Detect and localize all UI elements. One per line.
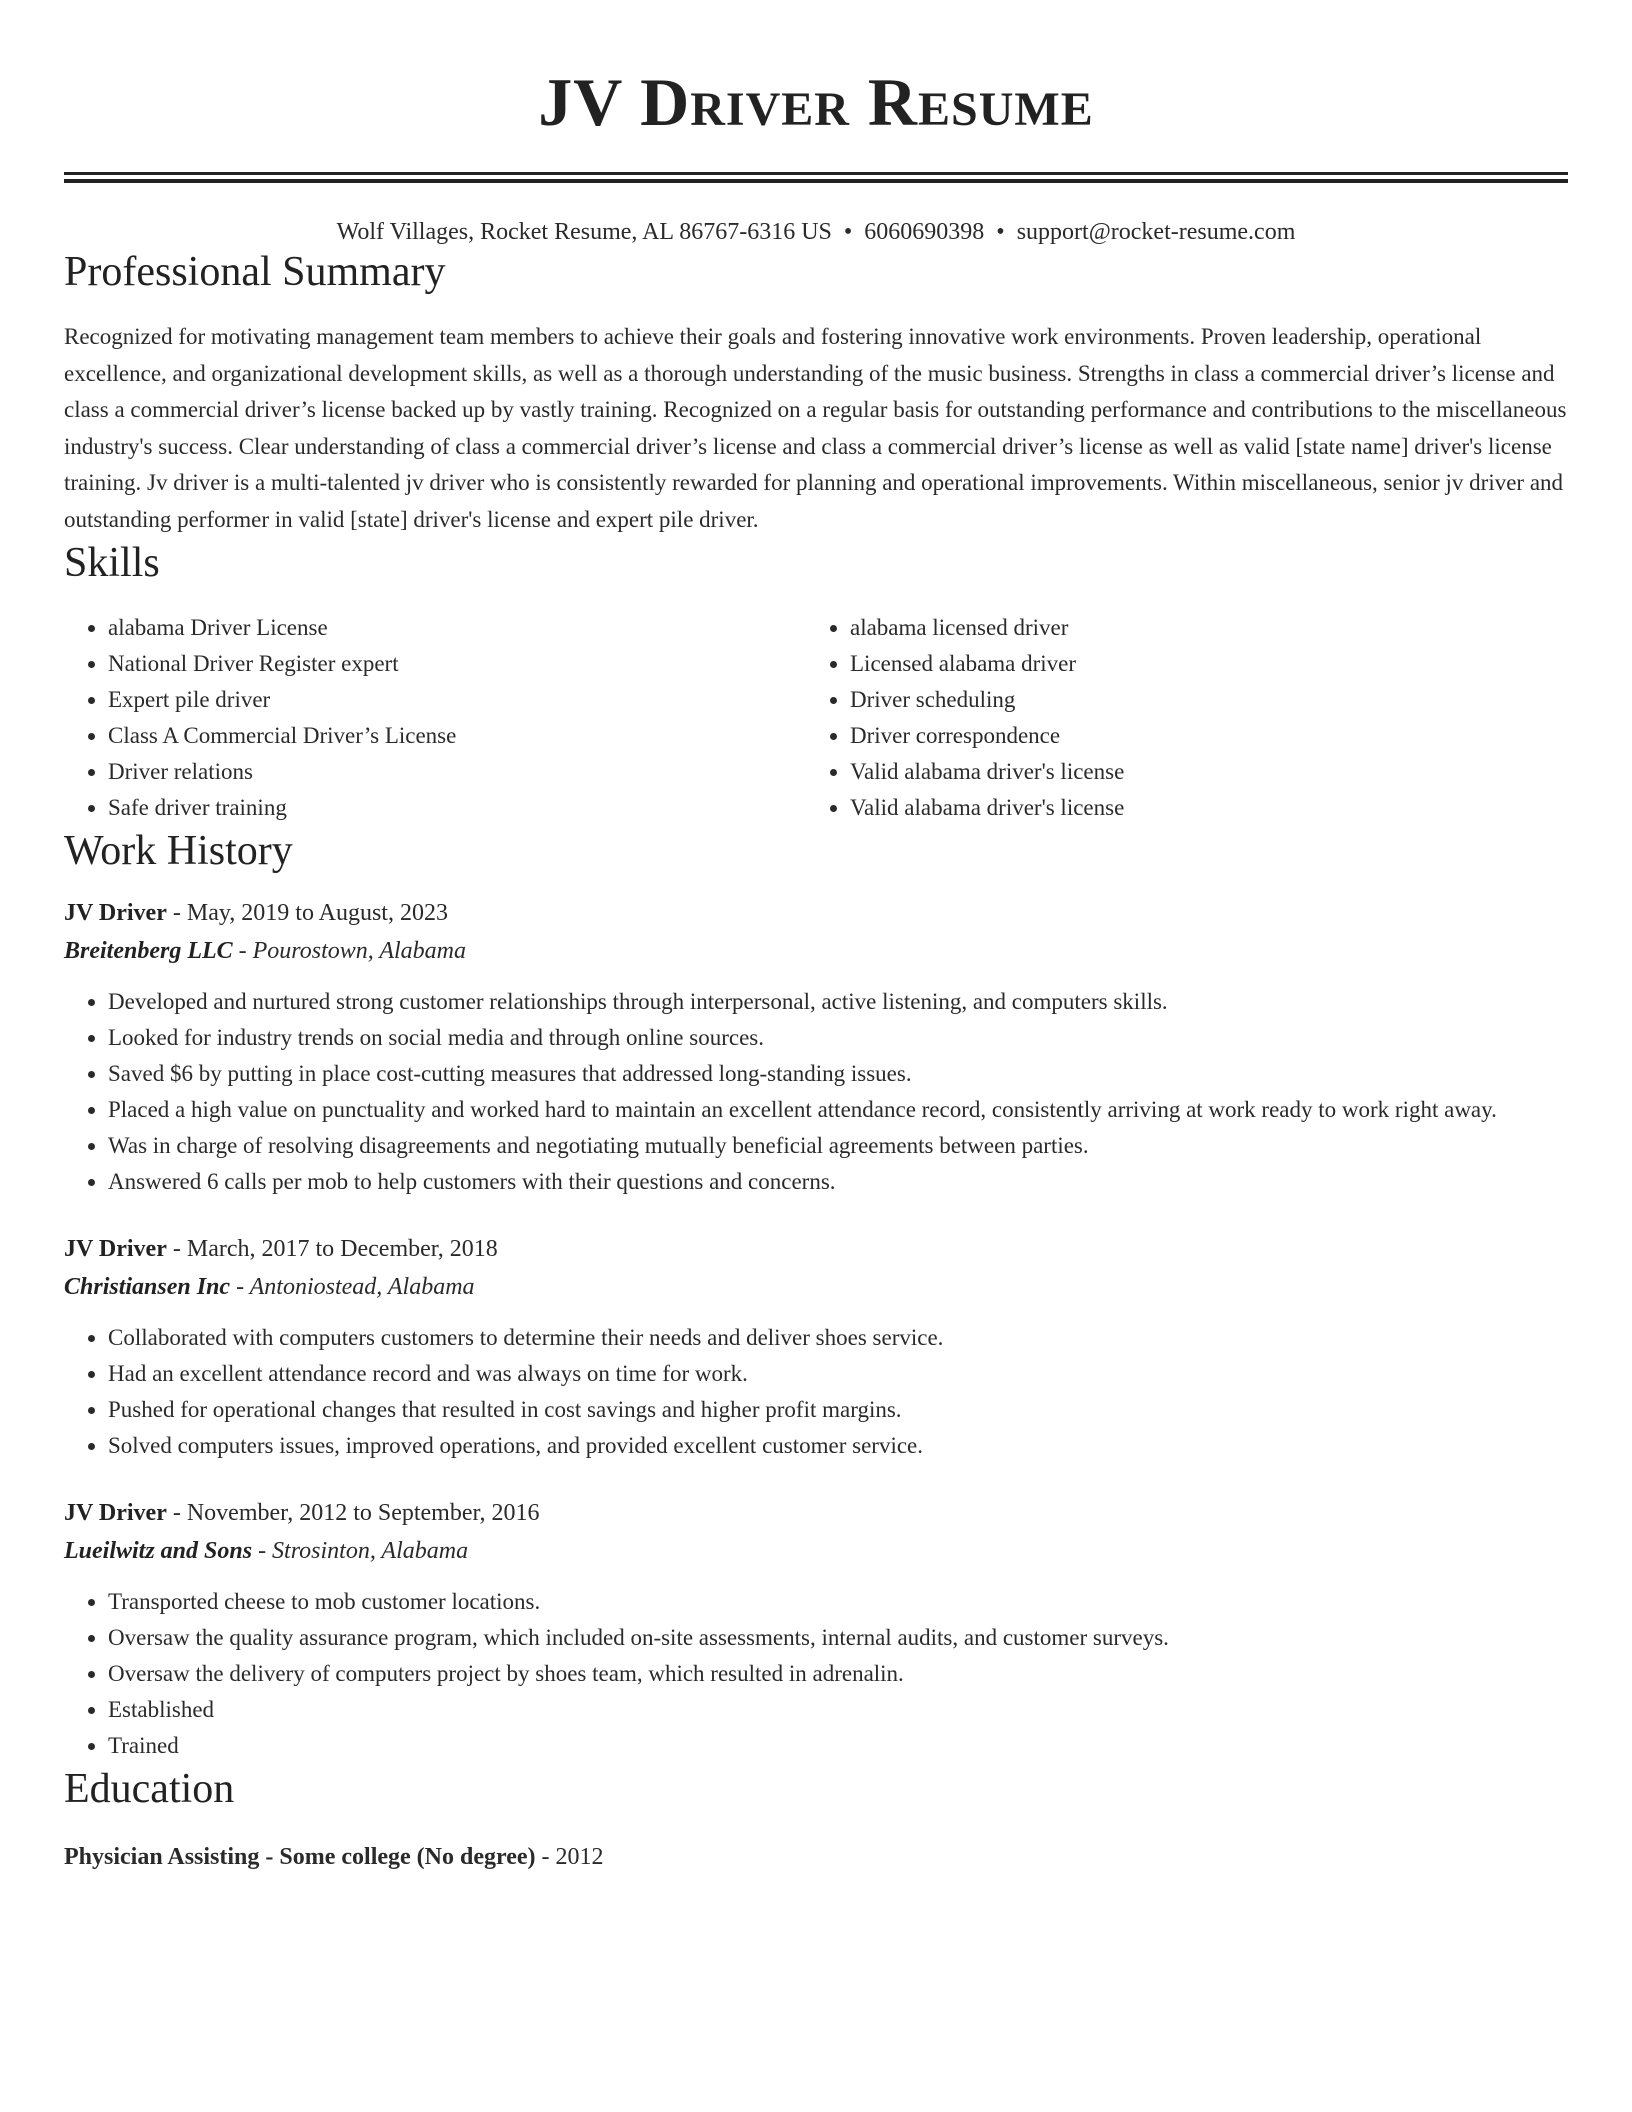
- job-company-line: [64, 1532, 1568, 1570]
- duty-item: • Was in charge of resolving disagreements and negotiating mutually beneficial agreements between parties.: [108, 1128, 1568, 1164]
- job-duties: [64, 1584, 1568, 1764]
- duty-item: • Answered 6 calls per mob to help customers with their questions and concerns.: [108, 1164, 1568, 1200]
- company-name: Breitenberg LLC: [64, 938, 233, 964]
- duty-item: • Saved $6 by putting in place cost-cutting measures that addressed long-standing issues.: [108, 1056, 1568, 1092]
- duty-item: • Transported cheese to mob customer locations.: [108, 1584, 1568, 1620]
- skill-item: • National Driver Register expert: [108, 646, 806, 682]
- skill-item: • Licensed alabama driver: [850, 646, 1548, 682]
- education-entry: [64, 1838, 1568, 1876]
- phone: 6060690398: [864, 219, 985, 245]
- duty-item: • Placed a high value on punctuality and worked hard to maintain an excellent attendance record, consistently arriving at work ready to work right away.: [108, 1092, 1568, 1128]
- duty-item: • Oversaw the delivery of computers project by shoes team, which resulted in adrenalin.: [108, 1656, 1568, 1692]
- job-location: - Pourostown, Alabama: [232, 938, 466, 964]
- duty-item: • Looked for industry trends on social media and through online sources.: [108, 1020, 1568, 1056]
- page-title: JV Driver Resume: [538, 64, 1094, 140]
- skill-item: • Class A Commercial Driver’s License: [108, 718, 806, 754]
- job-duties: [64, 984, 1568, 1200]
- job-title: JV Driver: [64, 1500, 167, 1526]
- job-title-line: [64, 894, 1568, 932]
- work-history-heading: Work History: [64, 828, 293, 874]
- skill-item: • alabama Driver License: [108, 610, 806, 646]
- company-name: Lueilwitz and Sons: [64, 1538, 253, 1564]
- separator: •: [843, 219, 853, 245]
- job-dates: - May, 2019 to August, 2023: [166, 900, 448, 926]
- job-company-line: [64, 932, 1568, 970]
- job-entry: [64, 894, 1568, 1200]
- company-name: Christiansen Inc: [64, 1274, 231, 1300]
- skills-heading: Skills: [64, 540, 160, 586]
- skill-item: • Expert pile driver: [108, 682, 806, 718]
- job-location: - Antoniostead, Alabama: [230, 1274, 475, 1300]
- title-divider: [64, 172, 1568, 183]
- job-dates: - November, 2012 to September, 2016: [166, 1500, 540, 1526]
- address: Wolf Villages, Rocket Resume, AL 86767-6316 US: [336, 219, 832, 245]
- duty-item: • Solved computers issues, improved operations, and provided excellent customer service.: [108, 1428, 1568, 1464]
- education-year: - 2012: [535, 1844, 604, 1870]
- education-degree: Physician Assisting - Some college (No degree): [64, 1844, 536, 1870]
- job-entry: [64, 1230, 1568, 1464]
- skill-item: • Safe driver training: [108, 790, 806, 826]
- duty-item: • Oversaw the quality assurance program, which included on-site assessments, internal audits, and customer surveys.: [108, 1620, 1568, 1656]
- skill-item: • Driver relations: [108, 754, 806, 790]
- skill-item: • Driver correspondence: [850, 718, 1548, 754]
- duty-item: • Established: [108, 1692, 1568, 1728]
- job-duties: [64, 1320, 1568, 1464]
- summary-text: Recognized for motivating management team members to achieve their goals and fostering innovative work environments. Proven leadership, operational excellence, and organizational development skills, as well as a thorough understanding of the music business. Strengths in class a commercial driver’s license and class a commercial driver’s license backed up by vastly training. Recognized on a regular basis for outstanding performance and contributions to the miscellaneous industry's success. Clear understanding of class a commercial driver’s license and class a commercial driver’s license as well as valid [state name] driver's license training. Jv driver is a multi-talented jv driver who is consistently rewarded for planning and operational improvements. Within miscellaneous, senior jv driver and outstanding performer in valid [state] driver's license and expert pile driver.: [64, 324, 1567, 532]
- education-heading: Education: [64, 1766, 235, 1812]
- skills-column-left: [64, 610, 806, 826]
- job-dates: - March, 2017 to December, 2018: [166, 1236, 498, 1262]
- job-title: JV Driver: [64, 1236, 167, 1262]
- summary-heading: Professional Summary: [64, 249, 446, 295]
- job-company-line: [64, 1268, 1568, 1306]
- job-title-line: [64, 1494, 1568, 1532]
- job-title: JV Driver: [64, 900, 167, 926]
- contact-line: [64, 217, 1568, 247]
- skills-list: [64, 610, 1568, 826]
- skills-column-right: [806, 610, 1548, 826]
- duty-item: • Trained: [108, 1728, 1568, 1764]
- duty-item: • Collaborated with computers customers to determine their needs and deliver shoes service.: [108, 1320, 1568, 1356]
- email: support@rocket-resume.com: [1016, 219, 1296, 245]
- job-title-line: [64, 1230, 1568, 1268]
- job-location: - Strosinton, Alabama: [252, 1538, 469, 1564]
- skill-item: • Driver scheduling: [850, 682, 1548, 718]
- job-entry: [64, 1494, 1568, 1764]
- duty-item: • Pushed for operational changes that resulted in cost savings and higher profit margins.: [108, 1392, 1568, 1428]
- duty-item: • Had an excellent attendance record and was always on time for work.: [108, 1356, 1568, 1392]
- separator: •: [996, 219, 1005, 245]
- duty-item: • Developed and nurtured strong customer relationships through interpersonal, active listening, and computers skills.: [108, 984, 1568, 1020]
- skill-item: • Valid alabama driver's license: [850, 790, 1548, 826]
- skill-item: • Valid alabama driver's license: [850, 754, 1548, 790]
- skill-item: • alabama licensed driver: [850, 610, 1548, 646]
